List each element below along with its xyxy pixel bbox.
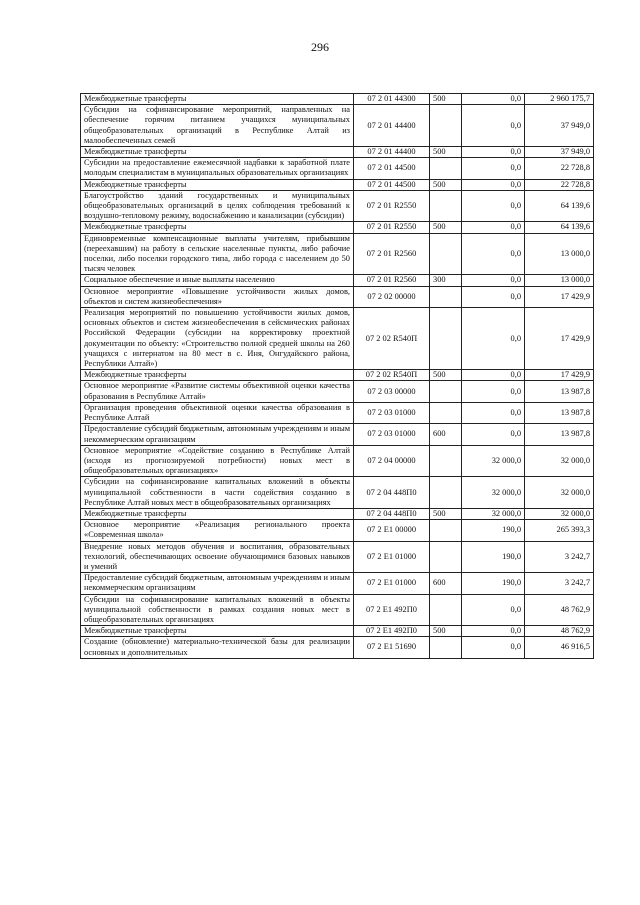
- table-row: [81, 637, 594, 658]
- cell-code: 07 2 E1 01000: [354, 573, 430, 594]
- cell-code: 07 2 04 00000: [354, 445, 430, 477]
- cell-name: Социальное обеспечение и иные выплаты населению: [81, 275, 354, 286]
- cell-v2: 17 429,9: [525, 370, 594, 381]
- cell-type: 300: [430, 275, 462, 286]
- table-row: [81, 402, 594, 423]
- cell-type: [430, 637, 462, 658]
- cell-name: Реализация мероприятий по повышению устойчивости жилых домов, основных объектов и систем жизнеобеспечения в сейсмических районах Российской Федерации (субсидии на корректировку проектной документации по объекту: «Строительство полной средней школы на 260 учащихся с интернатом на 80 мест в с. Иня, Онгудайского района, Республики Алтай»): [81, 308, 354, 370]
- cell-v1: 0,0: [462, 190, 525, 222]
- cell-v2: 3 242,7: [525, 573, 594, 594]
- cell-name: Субсидии на софинансирование мероприятий, направленных на обеспечение горячим питанием учащихся муниципальных общеобразовательных организаций в Республике Алтай из малообеспеченных семей: [81, 105, 354, 147]
- cell-type: 500: [430, 222, 462, 233]
- table-row: [81, 105, 594, 147]
- cell-type: [430, 286, 462, 307]
- cell-v2: 32 000,0: [525, 477, 594, 509]
- table-row: [81, 233, 594, 275]
- cell-type: [430, 233, 462, 275]
- cell-code: 07 2 01 44400: [354, 105, 430, 147]
- cell-v1: 0,0: [462, 222, 525, 233]
- cell-name: Субсидии на софинансирование капитальных вложений в объекты муниципальной собственности в части содействия созданию в Республике Алтай новых мест в общеобразовательных организациях: [81, 477, 354, 509]
- cell-name: Межбюджетные трансферты: [81, 94, 354, 105]
- cell-name: Предоставление субсидий бюджетным, автономным учреждениям и иным некоммерческим организациям: [81, 573, 354, 594]
- table-row: [81, 158, 594, 179]
- cell-code: 07 2 01 R2550: [354, 222, 430, 233]
- cell-v2: 13 987,8: [525, 424, 594, 445]
- cell-v2: 22 728,8: [525, 158, 594, 179]
- cell-code: 07 2 E1 492П0: [354, 594, 430, 626]
- table-row: [81, 179, 594, 190]
- cell-code: 07 2 02 R540П: [354, 370, 430, 381]
- cell-name: Единовременные компенсационные выплаты учителям, прибывшим (переехавшим) на работу в сельские населенные пункты, либо рабочие поселки, либо поселки городского типа, либо города с населением до 50 тысяч человек: [81, 233, 354, 275]
- cell-v1: 190,0: [462, 520, 525, 541]
- cell-type: 500: [430, 147, 462, 158]
- table-row: [81, 370, 594, 381]
- table-row: [81, 190, 594, 222]
- cell-type: [430, 158, 462, 179]
- cell-code: 07 2 01 44400: [354, 147, 430, 158]
- cell-name: Межбюджетные трансферты: [81, 626, 354, 637]
- cell-type: [430, 541, 462, 573]
- table-row: [81, 520, 594, 541]
- cell-name: Основное мероприятие «Реализация регионального проекта «Современная школа»: [81, 520, 354, 541]
- cell-v2: 13 000,0: [525, 275, 594, 286]
- cell-v1: 0,0: [462, 105, 525, 147]
- cell-name: Межбюджетные трансферты: [81, 147, 354, 158]
- cell-v2: 17 429,9: [525, 286, 594, 307]
- cell-v1: 32 000,0: [462, 477, 525, 509]
- cell-v1: 0,0: [462, 594, 525, 626]
- table-row: [81, 445, 594, 477]
- cell-code: 07 2 04 448П0: [354, 508, 430, 519]
- cell-v2: 2 960 175,7: [525, 94, 594, 105]
- cell-type: [430, 594, 462, 626]
- table-row: [81, 275, 594, 286]
- table-row: [81, 147, 594, 158]
- cell-v2: 64 139,6: [525, 190, 594, 222]
- cell-v2: 32 000,0: [525, 445, 594, 477]
- cell-v2: 64 139,6: [525, 222, 594, 233]
- cell-code: 07 2 E1 492П0: [354, 626, 430, 637]
- cell-name: Внедрение новых методов обучения и воспитания, образовательных технологий, обеспечивающих освоение обучающимися базовых навыков и умений: [81, 541, 354, 573]
- cell-v1: 0,0: [462, 286, 525, 307]
- cell-v1: 0,0: [462, 275, 525, 286]
- cell-type: [430, 477, 462, 509]
- cell-code: 07 2 01 R2550: [354, 190, 430, 222]
- cell-v2: 13 000,0: [525, 233, 594, 275]
- cell-code: 07 2 03 01000: [354, 402, 430, 423]
- cell-type: 500: [430, 508, 462, 519]
- cell-name: Межбюджетные трансферты: [81, 370, 354, 381]
- cell-code: 07 2 01 R2560: [354, 233, 430, 275]
- cell-type: [430, 402, 462, 423]
- cell-code: 07 2 03 01000: [354, 424, 430, 445]
- cell-code: 07 2 01 44500: [354, 158, 430, 179]
- cell-code: 07 2 04 448П0: [354, 477, 430, 509]
- cell-v1: 0,0: [462, 637, 525, 658]
- cell-type: 500: [430, 94, 462, 105]
- cell-name: Субсидии на предоставление ежемесячной надбавки к заработной плате молодым специалистам в муниципальных образовательных организациях: [81, 158, 354, 179]
- cell-type: [430, 445, 462, 477]
- cell-name: Субсидии на софинансирование капитальных вложений в объекты муниципальной собственности в рамках создания новых мест в общеобразовательных организациях: [81, 594, 354, 626]
- cell-name: Межбюджетные трансферты: [81, 222, 354, 233]
- cell-name: Организация проведения объективной оценки качества образования в Республике Алтай: [81, 402, 354, 423]
- cell-v1: 190,0: [462, 541, 525, 573]
- table-row: [81, 222, 594, 233]
- cell-v2: 265 393,3: [525, 520, 594, 541]
- cell-code: 07 2 E1 51690: [354, 637, 430, 658]
- cell-code: 07 2 02 R540П: [354, 308, 430, 370]
- cell-v2: 37 949,0: [525, 105, 594, 147]
- cell-type: 500: [430, 626, 462, 637]
- cell-v1: 0,0: [462, 158, 525, 179]
- cell-v1: 32 000,0: [462, 508, 525, 519]
- cell-type: 500: [430, 179, 462, 190]
- cell-v1: 32 000,0: [462, 445, 525, 477]
- cell-v1: 0,0: [462, 233, 525, 275]
- table-row: [81, 94, 594, 105]
- budget-table: [80, 93, 594, 659]
- cell-v1: 0,0: [462, 402, 525, 423]
- cell-name: Предоставление субсидий бюджетным, автономным учреждениям и иным некоммерческим организациям: [81, 424, 354, 445]
- cell-v2: 32 000,0: [525, 508, 594, 519]
- cell-v1: 0,0: [462, 381, 525, 402]
- cell-type: [430, 520, 462, 541]
- cell-name: Основное мероприятие «Повышение устойчивости жилых домов, объектов и систем жизнеобеспечения»: [81, 286, 354, 307]
- cell-code: 07 2 03 00000: [354, 381, 430, 402]
- cell-name: Благоустройство зданий государственных и муниципальных общеобразовательных организаций в целях соблюдения требований к воздушно-тепловому режиму, водоснабжению и канализации (субсидии): [81, 190, 354, 222]
- cell-code: 07 2 01 R2560: [354, 275, 430, 286]
- cell-name: Создание (обновление) материально-технической базы для реализации основных и дополнительных: [81, 637, 354, 658]
- cell-v2: 46 916,5: [525, 637, 594, 658]
- cell-v1: 0,0: [462, 179, 525, 190]
- cell-v1: 190,0: [462, 573, 525, 594]
- cell-name: Основное мероприятие «Содействие созданию в Республике Алтай (исходя из прогнозируемой потребности) новых мест в общеобразовательных организациях»: [81, 445, 354, 477]
- cell-v1: 0,0: [462, 94, 525, 105]
- table-row: [81, 626, 594, 637]
- cell-type: 600: [430, 424, 462, 445]
- cell-code: 07 2 01 44500: [354, 179, 430, 190]
- cell-v2: 22 728,8: [525, 179, 594, 190]
- table-row: [81, 424, 594, 445]
- cell-v2: 3 242,7: [525, 541, 594, 573]
- cell-code: 07 2 02 00000: [354, 286, 430, 307]
- cell-v2: 13 987,8: [525, 402, 594, 423]
- cell-code: 07 2 E1 01000: [354, 541, 430, 573]
- cell-name: Межбюджетные трансферты: [81, 508, 354, 519]
- table-row: [81, 381, 594, 402]
- cell-name: Межбюджетные трансферты: [81, 179, 354, 190]
- cell-v1: 0,0: [462, 147, 525, 158]
- cell-code: 07 2 01 44300: [354, 94, 430, 105]
- table-row: [81, 308, 594, 370]
- cell-v2: 37 949,0: [525, 147, 594, 158]
- cell-type: [430, 381, 462, 402]
- cell-type: 500: [430, 370, 462, 381]
- cell-v2: 13 987,8: [525, 381, 594, 402]
- cell-v2: 17 429,9: [525, 308, 594, 370]
- cell-type: [430, 105, 462, 147]
- cell-type: [430, 190, 462, 222]
- table-row: [81, 477, 594, 509]
- cell-v1: 0,0: [462, 626, 525, 637]
- cell-v1: 0,0: [462, 370, 525, 381]
- cell-v2: 48 762,9: [525, 626, 594, 637]
- cell-v2: 48 762,9: [525, 594, 594, 626]
- cell-type: [430, 308, 462, 370]
- page-number: 296: [311, 40, 329, 54]
- table-row: [81, 573, 594, 594]
- cell-code: 07 2 E1 00000: [354, 520, 430, 541]
- cell-name: Основное мероприятие «Развитие системы объективной оценки качества образования в Республике Алтай»: [81, 381, 354, 402]
- cell-v1: 0,0: [462, 308, 525, 370]
- cell-type: 600: [430, 573, 462, 594]
- table-row: [81, 594, 594, 626]
- cell-v1: 0,0: [462, 424, 525, 445]
- table-row: [81, 508, 594, 519]
- table-row: [81, 286, 594, 307]
- table-row: [81, 541, 594, 573]
